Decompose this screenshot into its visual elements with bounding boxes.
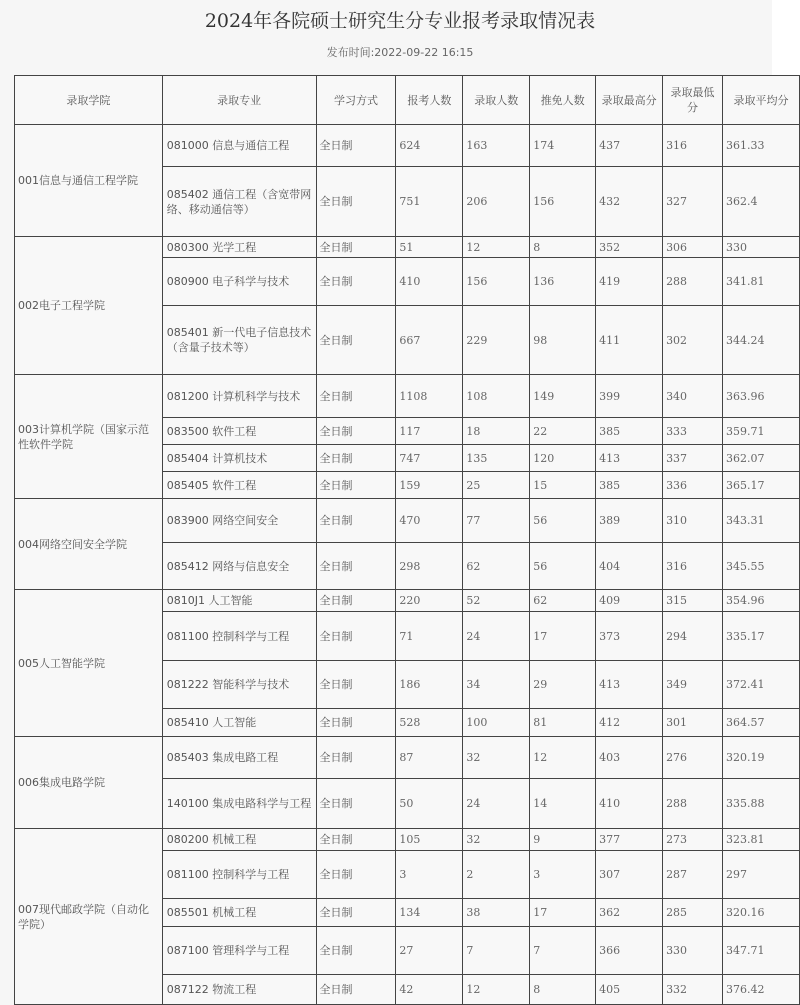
admitted-cell: 163 [463,125,530,167]
max-score-cell: 389 [596,499,663,543]
admitted-cell: 25 [463,472,530,499]
avg-score-cell: 297 [722,851,799,899]
publish-time: 发布时间:2022-09-22 16:15 [326,46,474,59]
max-score-cell: 385 [596,418,663,445]
exempt-cell: 81 [530,709,596,737]
avg-score-cell: 365.17 [722,472,799,499]
applicants-cell: 186 [396,661,463,709]
min-score-cell: 273 [663,829,723,851]
admitted-cell: 32 [463,829,530,851]
study-mode-cell: 全日制 [316,779,396,829]
admitted-cell: 2 [463,851,530,899]
max-score-cell: 362 [596,899,663,927]
study-mode-cell: 全日制 [316,418,396,445]
applicants-cell: 747 [396,445,463,472]
header-max-score: 录取最高分 [596,76,663,125]
study-mode-cell: 全日制 [316,543,396,590]
study-mode-cell: 全日制 [316,927,396,975]
header-admitted: 录取人数 [463,76,530,125]
major-cell: 083900 网络空间安全 [162,499,316,543]
admitted-cell: 206 [463,167,530,237]
avg-score-cell: 335.88 [722,779,799,829]
max-score-cell: 410 [596,779,663,829]
avg-score-cell: 363.96 [722,375,799,418]
applicants-cell: 50 [396,779,463,829]
max-score-cell: 413 [596,661,663,709]
major-cell: 087100 管理科学与工程 [162,927,316,975]
max-score-cell: 419 [596,258,663,306]
min-score-cell: 316 [663,125,723,167]
major-cell: 0810J1 人工智能 [162,590,316,612]
study-mode-cell: 全日制 [316,445,396,472]
min-score-cell: 285 [663,899,723,927]
study-mode-cell: 全日制 [316,590,396,612]
study-mode-cell: 全日制 [316,737,396,779]
max-score-cell: 352 [596,237,663,258]
applicants-cell: 87 [396,737,463,779]
avg-score-cell: 323.81 [722,829,799,851]
admitted-cell: 62 [463,543,530,590]
applicants-cell: 42 [396,975,463,1005]
major-cell: 081200 计算机科学与技术 [162,375,316,418]
major-cell: 087122 物流工程 [162,975,316,1005]
admitted-cell: 229 [463,306,530,375]
exempt-cell: 8 [530,975,596,1005]
applicants-cell: 117 [396,418,463,445]
study-mode-cell: 全日制 [316,829,396,851]
min-score-cell: 302 [663,306,723,375]
major-cell: 080300 光学工程 [162,237,316,258]
avg-score-cell: 372.41 [722,661,799,709]
min-score-cell: 332 [663,975,723,1005]
study-mode-cell: 全日制 [316,612,396,661]
major-cell: 085410 人工智能 [162,709,316,737]
study-mode-cell: 全日制 [316,851,396,899]
min-score-cell: 288 [663,258,723,306]
min-score-cell: 288 [663,779,723,829]
max-score-cell: 307 [596,851,663,899]
admitted-cell: 24 [463,779,530,829]
min-score-cell: 315 [663,590,723,612]
exempt-cell: 12 [530,737,596,779]
applicants-cell: 159 [396,472,463,499]
admitted-cell: 77 [463,499,530,543]
exempt-cell: 156 [530,167,596,237]
avg-score-cell: 361.33 [722,125,799,167]
admitted-cell: 52 [463,590,530,612]
avg-score-cell: 344.24 [722,306,799,375]
avg-score-cell: 320.19 [722,737,799,779]
college-cell: 002电子工程学院 [15,237,163,375]
max-score-cell: 404 [596,543,663,590]
applicants-cell: 3 [396,851,463,899]
admitted-cell: 34 [463,661,530,709]
avg-score-cell: 330 [722,237,799,258]
exempt-cell: 15 [530,472,596,499]
page-title: 2024年各院硕士研究生分专业报考录取情况表 [204,10,596,32]
admitted-cell: 135 [463,445,530,472]
applicants-cell: 51 [396,237,463,258]
header-min-score: 录取最低分 [663,76,723,125]
admitted-cell: 18 [463,418,530,445]
admitted-cell: 38 [463,899,530,927]
avg-score-cell: 347.71 [722,927,799,975]
max-score-cell: 412 [596,709,663,737]
exempt-cell: 56 [530,543,596,590]
applicants-cell: 298 [396,543,463,590]
major-cell: 085405 软件工程 [162,472,316,499]
applicants-cell: 528 [396,709,463,737]
applicants-cell: 751 [396,167,463,237]
study-mode-cell: 全日制 [316,306,396,375]
applicants-cell: 27 [396,927,463,975]
major-cell: 085412 网络与信息安全 [162,543,316,590]
major-cell: 085402 通信工程（含宽带网络、移动通信等） [162,167,316,237]
admitted-cell: 156 [463,258,530,306]
max-score-cell: 411 [596,306,663,375]
avg-score-cell: 345.55 [722,543,799,590]
max-score-cell: 377 [596,829,663,851]
header-avg-score: 录取平均分 [722,76,799,125]
study-mode-cell: 全日制 [316,899,396,927]
table-row [15,499,800,543]
header-exempt: 推免人数 [530,76,596,125]
max-score-cell: 399 [596,375,663,418]
max-score-cell: 366 [596,927,663,975]
exempt-cell: 174 [530,125,596,167]
applicants-cell: 1108 [396,375,463,418]
major-cell: 085501 机械工程 [162,899,316,927]
table-row [15,375,800,418]
study-mode-cell: 全日制 [316,125,396,167]
avg-score-cell: 362.07 [722,445,799,472]
applicants-cell: 134 [396,899,463,927]
max-score-cell: 413 [596,445,663,472]
exempt-cell: 22 [530,418,596,445]
header-study-mode: 学习方式 [316,76,396,125]
admitted-cell: 100 [463,709,530,737]
max-score-cell: 405 [596,975,663,1005]
study-mode-cell: 全日制 [316,472,396,499]
avg-score-cell: 362.4 [722,167,799,237]
min-score-cell: 337 [663,445,723,472]
applicants-cell: 624 [396,125,463,167]
min-score-cell: 294 [663,612,723,661]
header-college: 录取学院 [15,76,163,125]
exempt-cell: 120 [530,445,596,472]
major-cell: 085404 计算机技术 [162,445,316,472]
min-score-cell: 330 [663,927,723,975]
exempt-cell: 56 [530,499,596,543]
admitted-cell: 7 [463,927,530,975]
exempt-cell: 9 [530,829,596,851]
exempt-cell: 29 [530,661,596,709]
min-score-cell: 316 [663,543,723,590]
major-cell: 140100 集成电路科学与工程 [162,779,316,829]
header-major: 录取专业 [162,76,316,125]
college-cell: 004网络空间安全学院 [15,499,163,590]
exempt-cell: 17 [530,612,596,661]
exempt-cell: 149 [530,375,596,418]
major-cell: 080200 机械工程 [162,829,316,851]
min-score-cell: 327 [663,167,723,237]
header-row [15,76,800,125]
admission-table [14,75,800,1005]
avg-score-cell: 359.71 [722,418,799,445]
study-mode-cell: 全日制 [316,167,396,237]
study-mode-cell: 全日制 [316,237,396,258]
admitted-cell: 12 [463,975,530,1005]
major-cell: 085403 集成电路工程 [162,737,316,779]
table-row [15,829,800,851]
study-mode-cell: 全日制 [316,258,396,306]
exempt-cell: 62 [530,590,596,612]
applicants-cell: 410 [396,258,463,306]
avg-score-cell: 343.31 [722,499,799,543]
min-score-cell: 333 [663,418,723,445]
applicants-cell: 220 [396,590,463,612]
applicants-cell: 71 [396,612,463,661]
exempt-cell: 17 [530,899,596,927]
min-score-cell: 340 [663,375,723,418]
max-score-cell: 403 [596,737,663,779]
max-score-cell: 373 [596,612,663,661]
exempt-cell: 14 [530,779,596,829]
table-row [15,737,800,779]
table-row [15,125,800,167]
major-cell: 081100 控制科学与工程 [162,851,316,899]
avg-score-cell: 335.17 [722,612,799,661]
min-score-cell: 276 [663,737,723,779]
avg-score-cell: 364.57 [722,709,799,737]
min-score-cell: 301 [663,709,723,737]
applicants-cell: 667 [396,306,463,375]
admitted-cell: 12 [463,237,530,258]
major-cell: 081222 智能科学与技术 [162,661,316,709]
admitted-cell: 32 [463,737,530,779]
min-score-cell: 306 [663,237,723,258]
major-cell: 083500 软件工程 [162,418,316,445]
admitted-cell: 108 [463,375,530,418]
header-applicants: 报考人数 [396,76,463,125]
max-score-cell: 409 [596,590,663,612]
college-cell: 007现代邮政学院（自动化学院） [15,829,163,1005]
college-cell: 006集成电路学院 [15,737,163,829]
study-mode-cell: 全日制 [316,661,396,709]
avg-score-cell: 354.96 [722,590,799,612]
table-row [15,237,800,258]
study-mode-cell: 全日制 [316,975,396,1005]
exempt-cell: 98 [530,306,596,375]
admitted-cell: 24 [463,612,530,661]
college-cell: 003计算机学院（国家示范性软件学院 [15,375,163,499]
study-mode-cell: 全日制 [316,375,396,418]
applicants-cell: 105 [396,829,463,851]
study-mode-cell: 全日制 [316,709,396,737]
exempt-cell: 7 [530,927,596,975]
avg-score-cell: 341.81 [722,258,799,306]
max-score-cell: 437 [596,125,663,167]
major-cell: 080900 电子科学与技术 [162,258,316,306]
major-cell: 081100 控制科学与工程 [162,612,316,661]
min-score-cell: 310 [663,499,723,543]
exempt-cell: 3 [530,851,596,899]
min-score-cell: 336 [663,472,723,499]
college-cell: 005人工智能学院 [15,590,163,737]
table-row [15,590,800,612]
min-score-cell: 349 [663,661,723,709]
study-mode-cell: 全日制 [316,499,396,543]
exempt-cell: 8 [530,237,596,258]
college-cell: 001信息与通信工程学院 [15,125,163,237]
applicants-cell: 470 [396,499,463,543]
major-cell: 085401 新一代电子信息技术（含量子技术等） [162,306,316,375]
exempt-cell: 136 [530,258,596,306]
avg-score-cell: 376.42 [722,975,799,1005]
major-cell: 081000 信息与通信工程 [162,125,316,167]
max-score-cell: 432 [596,167,663,237]
max-score-cell: 385 [596,472,663,499]
min-score-cell: 287 [663,851,723,899]
avg-score-cell: 320.16 [722,899,799,927]
